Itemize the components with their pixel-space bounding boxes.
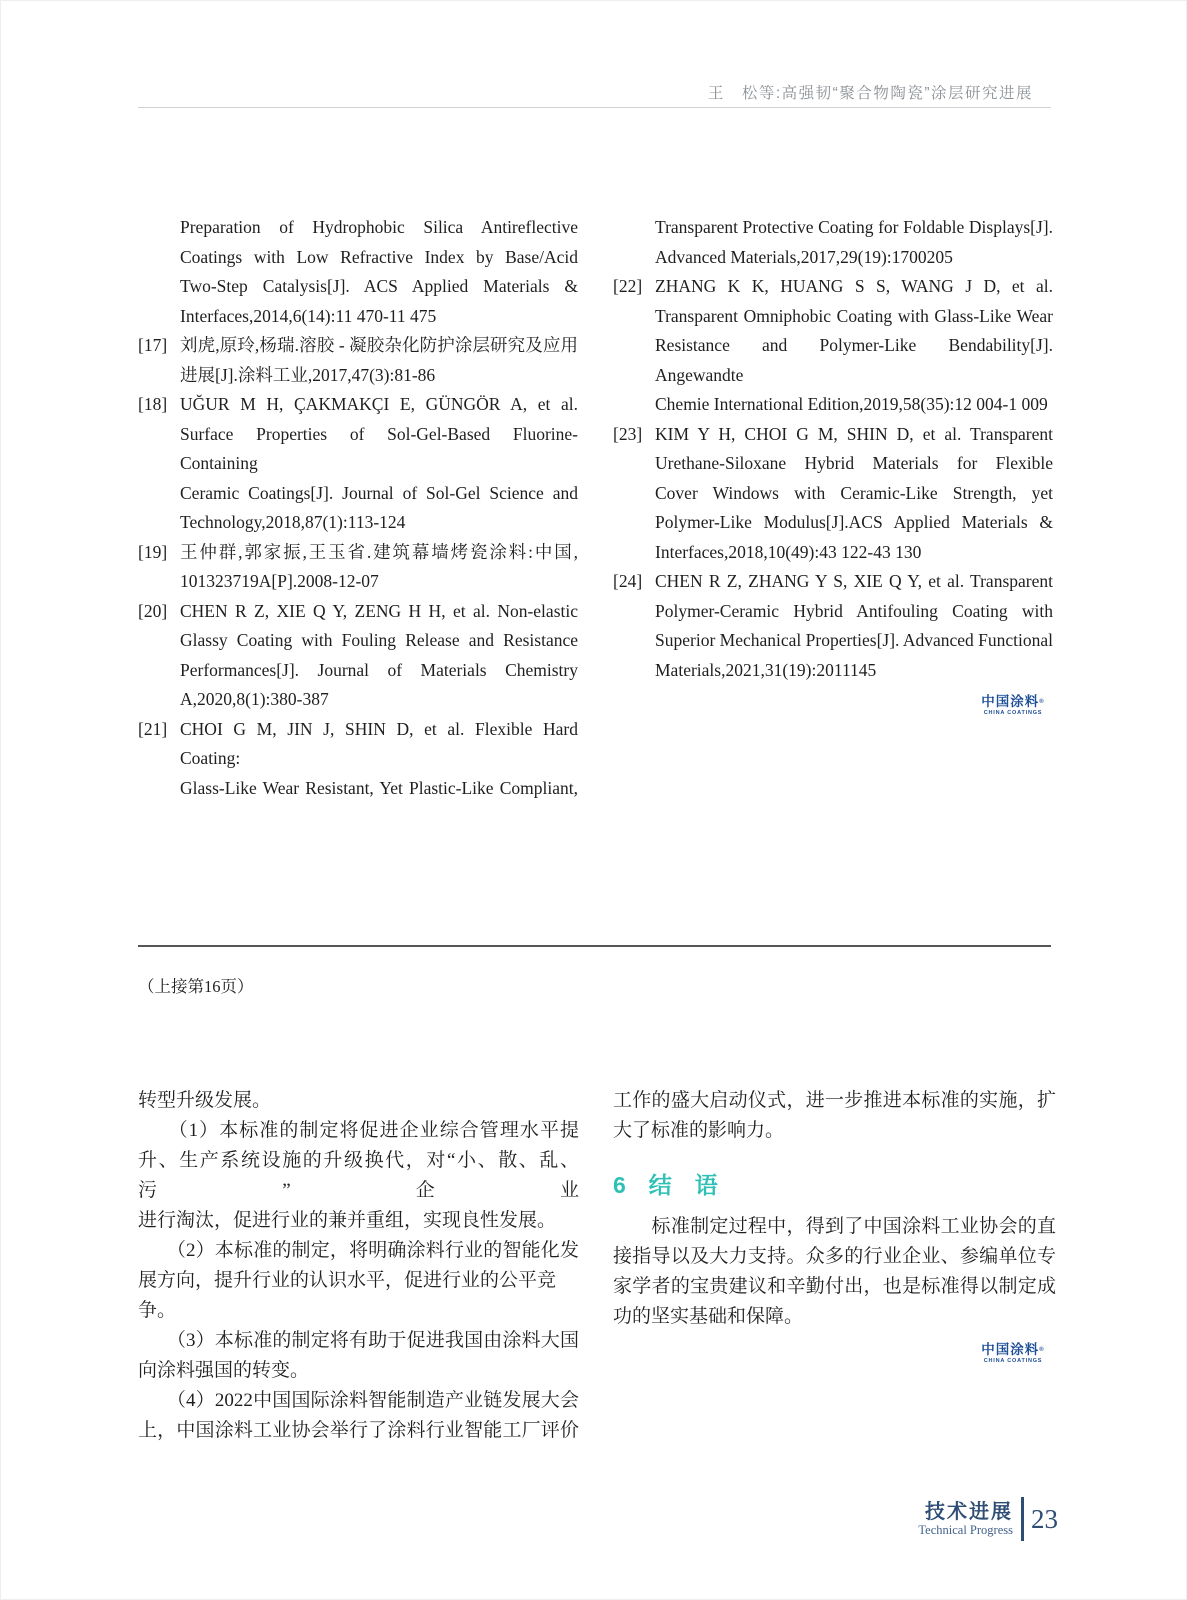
reference-number — [138, 213, 180, 331]
reference-item — [138, 390, 578, 538]
text-line: Materials,2021,31(19):2011145 — [655, 659, 877, 680]
text-line: KIM Y H, CHOI G M, SHIN D, et al. Transparent — [655, 423, 1053, 444]
footer-section-cn: 技术进展 — [925, 1501, 1013, 1523]
reference-number: [17] — [138, 335, 168, 355]
text-line: Polymer-Ceramic Hybrid Antifouling Coating with — [655, 600, 1053, 621]
text-line: Polymer-Like Modulus[J].ACS Applied Materials & — [655, 512, 1053, 532]
china-coatings-logo — [967, 695, 1059, 716]
reference-body — [655, 567, 1053, 685]
reference-number: [19] — [138, 541, 168, 562]
text-line: 王仲群,郭家振,王玉省.建筑幕墙烤瓷涂料:中国, — [180, 541, 578, 562]
footer-section-en: Technical Progress — [918, 1523, 1013, 1537]
text-line: Urethane-Siloxane Hybrid Materials for Flexible — [655, 453, 1053, 473]
text-line: 进展[J].涂料工业,2017,47(3):81-86 — [180, 364, 436, 385]
text-line: Interfaces,2018,10(49):43 122-43 130 — [655, 541, 922, 562]
text-line: Surface Properties of Sol-Gel-Based Fluorine-Containing — [180, 423, 578, 473]
text-line: 向涂料强国的转变。 — [138, 1360, 310, 1381]
text-line: （2）本标准的制定，将明确涂料行业的智能化发 — [138, 1240, 579, 1261]
text-line: 大了标准的影响力。 — [613, 1120, 785, 1141]
reference-number: [23] — [613, 423, 643, 444]
registered-mark-icon: ® — [1039, 699, 1045, 705]
logo-subtitle: CHINA COATINGS — [983, 710, 1043, 716]
reference-item — [613, 420, 1053, 568]
text-line: （4）2022中国国际涂料智能制造产业链发展大会 — [138, 1390, 579, 1411]
text-line: （1）本标准的制定将促进企业综合管理水平提 — [138, 1120, 579, 1141]
text-line: 刘虎,原玲,杨瑞.溶胶 - 凝胶杂化防护涂层研究及应用 — [180, 335, 578, 355]
article-right-body — [613, 1212, 1056, 1332]
conclusion-heading: 6 结 语 — [613, 1172, 718, 1198]
running-head-title: 王 松等:高强韧“聚合物陶瓷”涂层研究进展 — [707, 85, 1033, 102]
text-line: CHOI G M, JIN J, SHIN D, et al. Flexible Hard Coating: — [180, 718, 578, 768]
reference-body — [655, 213, 1053, 272]
paragraph — [138, 1326, 579, 1386]
text-line: CHEN R Z, XIE Q Y, ZENG H H, et al. Non-elastic — [180, 600, 578, 621]
text-line: Technology,2018,87(1):113-124 — [180, 512, 406, 532]
reference-number: [22] — [613, 276, 643, 296]
china-coatings-logo — [967, 1343, 1059, 1364]
text-line: 101323719A[P].2008-12-07 — [180, 571, 379, 591]
reference-number — [613, 213, 655, 272]
text-line: Performances[J]. Journal of Materials Chemistry — [180, 659, 578, 680]
logo-wordmark: 中国涂料® — [981, 694, 1045, 709]
reference-item — [138, 331, 578, 390]
text-line: UĞUR M H, ÇAKMAKÇI E, GÜNGÖR A, et al. — [180, 394, 578, 414]
reference-item — [138, 715, 578, 804]
text-line: Resistance and Polymer-Like Bendability[J]. Angewandte — [655, 335, 1053, 385]
reference-body — [180, 538, 578, 597]
reference-number: [20] — [138, 600, 168, 621]
article-right-intro — [613, 1086, 1056, 1146]
article-column-left — [138, 1086, 579, 1446]
text-line: 接指导以及大力支持。众多的行业企业、参编单位专 — [613, 1246, 1056, 1267]
paragraph — [613, 1212, 1056, 1332]
continuation-note: （上接第16页） — [138, 977, 254, 996]
paragraph — [138, 1086, 579, 1116]
text-line: Two-Step Catalysis[J]. ACS Applied Materials & — [180, 276, 578, 296]
reference-body — [180, 213, 578, 331]
text-line: CHEN R Z, ZHANG Y S, XIE Q Y, et al. Transparent — [655, 571, 1053, 591]
registered-mark-icon: ® — [1039, 1347, 1045, 1353]
text-line: ZHANG K K, HUANG S S, WANG J D, et al. — [655, 276, 1053, 296]
text-line: 展方向，提升行业的认识水平，促进行业的公平竞争。 — [138, 1270, 557, 1321]
reference-item — [138, 538, 578, 597]
references-column-left — [138, 213, 578, 803]
reference-item — [138, 213, 578, 331]
text-line: Transparent Omniphobic Coating with Glass-Like Wear — [655, 305, 1053, 326]
text-line: （3）本标准的制定将有助于促进我国由涂料大国 — [138, 1330, 579, 1351]
text-line: Superior Mechanical Properties[J]. Advanced Functional — [655, 630, 1053, 650]
paragraph — [138, 1116, 579, 1236]
footer-section — [918, 1501, 1013, 1537]
text-line: Glass-Like Wear Resistant, Yet Plastic-Like Compliant, — [180, 777, 578, 798]
text-line: 功的坚实基础和保障。 — [613, 1306, 804, 1327]
text-line: Interfaces,2014,6(14):11 470-11 475 — [180, 305, 437, 326]
text-line: Glassy Coating with Fouling Release and Resistance — [180, 630, 578, 650]
page-footer — [918, 1497, 1058, 1541]
text-line: Cover Windows with Ceramic-Like Strength, yet — [655, 482, 1053, 503]
section-divider — [138, 945, 1051, 947]
text-line: 上，中国涂料工业协会举行了涂料行业智能工厂评价 — [138, 1420, 579, 1441]
footer-divider-bar — [1021, 1497, 1024, 1541]
reference-body — [655, 272, 1053, 420]
text-line: 转型升级发展。 — [138, 1090, 272, 1111]
text-line: 工作的盛大启动仪式，进一步推进本标准的实施，扩 — [613, 1090, 1056, 1111]
reference-item — [613, 213, 1053, 272]
paragraph — [613, 1086, 1056, 1146]
reference-body — [655, 420, 1053, 568]
paragraph — [138, 1236, 579, 1326]
page-number: 23 — [1031, 1503, 1058, 1534]
reference-number: [18] — [138, 394, 168, 414]
text-line: Ceramic Coatings[J]. Journal of Sol-Gel Science and — [180, 482, 578, 503]
text-line: 标准制定过程中，得到了中国涂料工业协会的直 — [613, 1216, 1056, 1237]
reference-body — [180, 331, 578, 390]
text-line: Coatings with Low Refractive Index by Base/Acid — [180, 246, 578, 267]
text-line: Chemie International Edition,2019,58(35):12 004-1 009 — [655, 394, 1048, 414]
reference-body — [180, 715, 578, 804]
logo-wordmark: 中国涂料® — [981, 1342, 1045, 1357]
text-line: Preparation of Hydrophobic Silica Antireflective — [180, 217, 578, 237]
reference-item — [613, 272, 1053, 420]
reference-item — [138, 597, 578, 715]
reference-number: [21] — [138, 718, 168, 739]
text-line: 升、生产系统设施的升级换代，对“小、散、乱、污”企业 — [138, 1150, 579, 1201]
text-line: Transparent Protective Coating for Foldable Displays[J]. — [655, 217, 1053, 237]
article-column-right — [613, 1086, 1056, 1332]
text-line: 家学者的宝贵建议和辛勤付出，也是标准得以制定成 — [613, 1276, 1056, 1297]
reference-number: [24] — [613, 571, 643, 591]
text-line: Advanced Materials,2017,29(19):1700205 — [655, 246, 953, 267]
references-column-right — [613, 213, 1053, 685]
reference-item — [613, 567, 1053, 685]
text-line: 进行淘汰，促进行业的兼并重组，实现良性发展。 — [138, 1210, 557, 1231]
logo-subtitle: CHINA COATINGS — [983, 1358, 1043, 1364]
header-rule — [138, 107, 1051, 108]
reference-body — [180, 597, 578, 715]
paragraph — [138, 1386, 579, 1446]
reference-body — [180, 390, 578, 538]
text-line: A,2020,8(1):380-387 — [180, 689, 329, 709]
